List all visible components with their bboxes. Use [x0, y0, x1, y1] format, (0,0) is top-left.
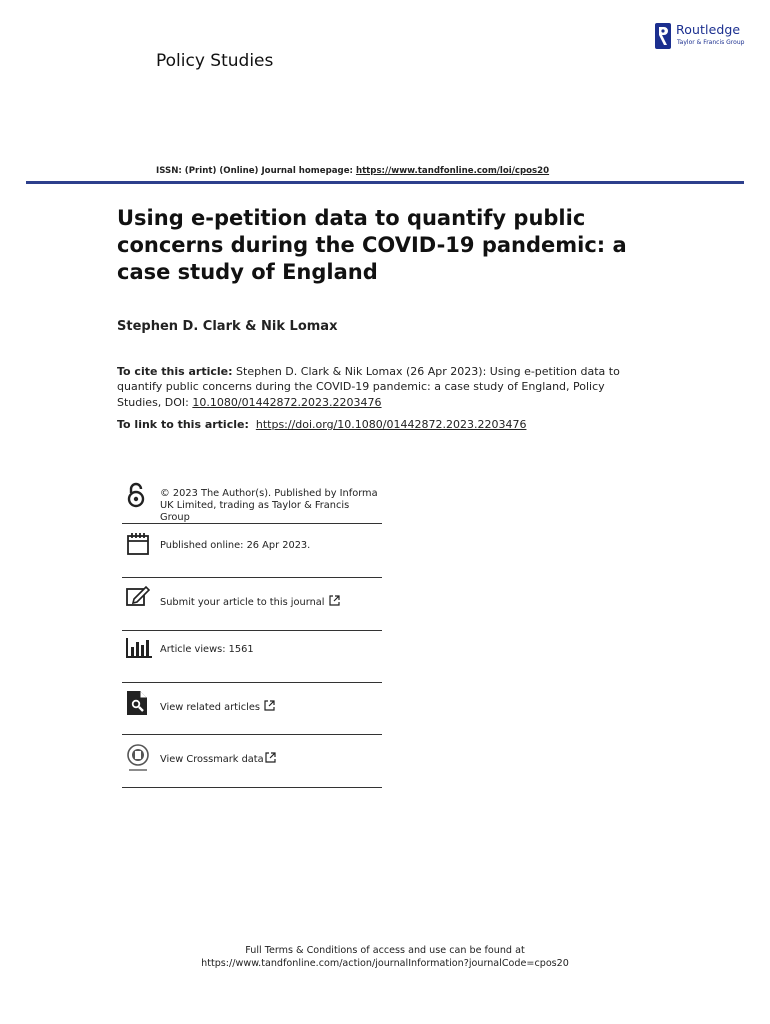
external-link-icon — [265, 752, 276, 763]
footer-terms: Full Terms & Conditions of access and use can be found at — [245, 945, 525, 956]
crossmark-icon — [126, 744, 150, 772]
footer — [0, 944, 770, 970]
edit-icon — [126, 585, 150, 607]
license-line-1: © 2023 The Author(s). Published by Informa — [160, 488, 378, 499]
external-link-icon — [329, 595, 340, 606]
document-search-icon — [126, 690, 148, 716]
divider — [122, 682, 382, 683]
article-link-line — [117, 418, 526, 431]
article-url-link[interactable]: https://doi.org/10.1080/01442872.2023.2203476 — [255, 418, 527, 431]
license-line-2: UK Limited, trading as Taylor & Francis — [160, 500, 350, 512]
article-title: Using e-petition data to quantify public concerns during the COVID-19 pandemic: a case study of England — [117, 206, 627, 284]
related-articles-link[interactable]: View related articles — [160, 702, 260, 713]
divider — [122, 523, 382, 524]
article-views: Article views: 1561 — [160, 644, 254, 655]
routledge-logo-icon — [654, 22, 672, 50]
submit-row[interactable] — [122, 585, 382, 615]
citation-block — [117, 364, 637, 410]
doi-link[interactable]: 10.1080/01442872.2023.2203476 — [192, 395, 382, 409]
issn-text: ISSN: (Print) (Online) Journal homepage: — [156, 166, 356, 176]
cite-text: Stephen D. Clark & Nik Lomax (26 Apr 2023): Using e-petition data to quantify public concerns during the COVID-19 pandemic: a case study of England, Policy Studies, DOI: — [117, 365, 620, 409]
routledge-logo[interactable] — [654, 22, 754, 52]
divider — [122, 577, 382, 578]
calendar-icon — [126, 532, 150, 556]
journal-title: Policy Studies — [156, 51, 274, 71]
published-date: Published online: 26 Apr 2023. — [160, 540, 311, 551]
crossmark-link[interactable]: View Crossmark data — [160, 754, 264, 765]
journal-homepage-link[interactable]: https://www.tandfonline.com/loi/cpos20 — [355, 166, 550, 176]
license-line-3: Group — [160, 512, 190, 524]
crossmark-row[interactable] — [122, 744, 382, 774]
published-row — [122, 532, 382, 562]
open-access-icon — [126, 482, 146, 508]
views-row — [122, 638, 382, 668]
external-link-icon — [264, 700, 275, 711]
publisher-name: Routledge — [676, 22, 741, 37]
license-row — [122, 482, 382, 526]
footer-terms-url[interactable]: https://www.tandfonline.com/action/journalInformation?journalCode=cpos20 — [201, 958, 569, 969]
submit-link[interactable]: Submit your article to this journal — [160, 597, 325, 608]
divider — [122, 734, 382, 735]
issn-line — [156, 166, 549, 176]
divider — [122, 630, 382, 631]
bar-chart-icon — [126, 638, 152, 658]
link-label: To link to this article: — [117, 418, 249, 431]
related-row[interactable] — [122, 690, 382, 722]
header-rule — [26, 181, 744, 184]
publisher-subtitle: Taylor & Francis Group — [677, 39, 745, 46]
article-authors: Stephen D. Clark & Nik Lomax — [117, 319, 338, 334]
cite-label: To cite this article: — [117, 365, 233, 378]
divider — [122, 787, 382, 788]
